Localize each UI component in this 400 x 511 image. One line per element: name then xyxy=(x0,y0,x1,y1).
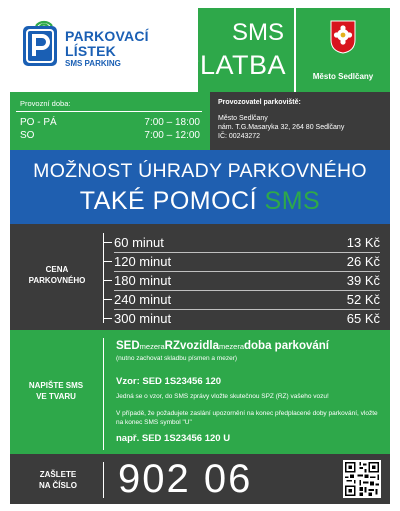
price-label-line2: PARKOVNÉHO xyxy=(28,276,86,285)
town-name: Město Sedlčany xyxy=(312,72,374,81)
operator-ico: IČ: 00243272 xyxy=(218,133,261,140)
price-duration: 240 minut xyxy=(114,292,172,307)
parking-sign xyxy=(10,8,390,504)
sms-payment-banner xyxy=(10,150,390,224)
price-row-tick xyxy=(103,318,112,319)
format-duration: doba parkování xyxy=(244,340,329,352)
send-label-line2: NA ČÍSLO xyxy=(39,481,77,490)
price-cost: 13 Kč xyxy=(346,235,380,250)
operator-info xyxy=(210,92,390,150)
qr-code-icon xyxy=(343,460,381,498)
price-row xyxy=(114,253,380,271)
instructions-label xyxy=(12,380,100,402)
banner-line1: MOŽNOST ÚHRADY PARKOVNÉHO xyxy=(33,160,367,182)
format-separator: mezera xyxy=(139,342,165,351)
warning-note: V případě, že požadujete zaslání upozornění na konec předplacené doby parkování, vložte na konec SMS symbol "U" xyxy=(116,410,378,426)
sms-instructions xyxy=(10,330,390,454)
price-cost: 26 Kč xyxy=(346,254,380,269)
price-table xyxy=(10,224,390,330)
price-bracket xyxy=(103,233,111,323)
logo-text-parkovaci: PARKOVACÍ xyxy=(65,28,149,44)
hours-divider xyxy=(16,111,202,112)
operator-name: Město Sedlčany xyxy=(218,115,268,122)
price-row xyxy=(114,234,380,252)
price-row xyxy=(114,272,380,290)
price-duration: 60 minut xyxy=(114,235,164,250)
instructions-bracket xyxy=(103,338,111,450)
hours-days: PO - PÁ xyxy=(20,117,57,128)
price-row-tick xyxy=(103,299,112,300)
parking-p-icon xyxy=(22,25,58,67)
hours-time: 7:00 – 18:00 xyxy=(144,117,200,128)
hours-days: SO xyxy=(20,130,35,141)
banner-line2 xyxy=(10,187,390,216)
parking-logo xyxy=(10,8,198,92)
sms-format xyxy=(116,340,329,352)
banner-sms-highlight: SMS xyxy=(264,187,321,215)
logo-text-listek: LÍSTEK xyxy=(65,43,116,59)
price-label-line1: CENA xyxy=(45,265,69,274)
format-rz: RZvozidla xyxy=(164,340,219,352)
instructions-label-line1: NAPIŠTE SMS xyxy=(28,381,84,390)
operating-hours xyxy=(10,92,210,150)
price-row-tick xyxy=(103,261,112,262)
hours-time: 7:00 – 12:00 xyxy=(144,130,200,141)
sms-title-line1: SMS xyxy=(231,19,284,46)
format-note: (nutno zachovat skladbu písmen a mezer) xyxy=(116,355,238,362)
price-cost: 65 Kč xyxy=(346,311,380,326)
price-duration: 300 minut xyxy=(114,311,172,326)
price-duration: 120 minut xyxy=(114,254,172,269)
send-label-line1: ZAŠLETE xyxy=(39,470,77,479)
banner-line2-prefix: TAKÉ POMOCÍ xyxy=(79,187,265,215)
price-row xyxy=(114,310,380,328)
hours-title: Provozní doba: xyxy=(20,99,71,108)
send-to-number xyxy=(10,454,390,504)
price-label xyxy=(14,264,100,286)
sms-example: Vzor: SED 1S23456 120 xyxy=(116,376,222,387)
town-crest-icon xyxy=(330,20,356,54)
price-duration: 180 minut xyxy=(114,273,172,288)
send-label xyxy=(14,469,102,491)
format-separator: mezera xyxy=(218,342,244,351)
sms-platba-title xyxy=(181,8,294,92)
logo-text-sms-parking: SMS PARKING xyxy=(65,59,121,68)
sms-number: 902 06 xyxy=(118,457,253,501)
operator-address: nám. T.G.Masaryka 32, 264 80 Sedlčany xyxy=(218,124,345,131)
price-cost: 52 Kč xyxy=(346,292,380,307)
price-row xyxy=(114,291,380,309)
price-cost: 39 Kč xyxy=(346,273,380,288)
instructions-label-line2: VE TVARU xyxy=(36,392,76,401)
format-sed: SED xyxy=(116,340,140,352)
sms-example-with-warning: např. SED 1S23456 120 U xyxy=(116,433,231,444)
town-crest-panel xyxy=(294,8,390,92)
operator-title: Provozovatel parkoviště: xyxy=(218,99,301,106)
sms-title-line2: PLATBA xyxy=(181,50,286,80)
price-row-tick xyxy=(103,242,112,243)
send-bracket xyxy=(103,462,111,498)
spz-note: Jedná se o vzor, do SMS zprávy vložte skutečnou SPZ (RZ) vašeho vozu! xyxy=(116,393,329,400)
price-row-tick xyxy=(103,280,112,281)
